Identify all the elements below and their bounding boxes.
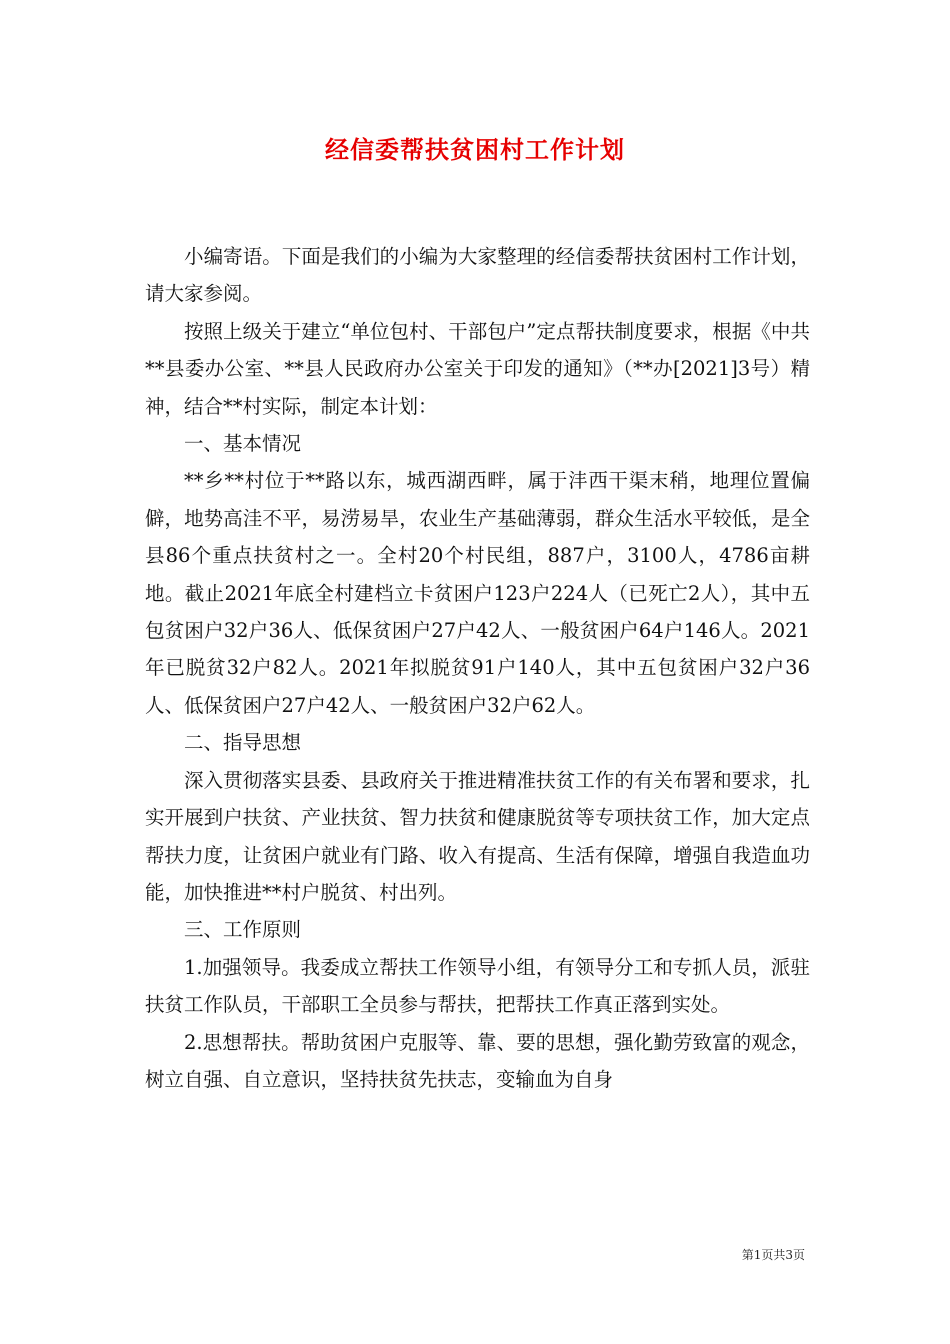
paragraph-guiding-ideology: 深入贯彻落实县委、县政府关于推进精准扶贫工作的有关布署和要求，扎实开展到户扶贫、产业扶贫、智力扶贫和健康脱贫等专项扶贫工作，加大定点帮扶力度，让贫困户就业有门路、收入有提高、生活有保障，增强自我造血功能，加快推进**村户脱贫、村出列。 — [145, 768, 810, 904]
section-heading-basic-situation: 一、基本情况 — [184, 432, 302, 456]
paragraph-principle-2: 2.思想帮扶。帮助贫困户克服等、靠、要的思想，强化勤劳致富的观念，树立自强、自立意识，坚持扶贫先扶志，变输血为自身 — [145, 1030, 810, 1091]
section-heading-work-principles: 三、工作原则 — [184, 918, 302, 942]
document-title: 经信委帮扶贫困村工作计划 — [325, 136, 625, 164]
paragraph-intro: 小编寄语。下面是我们的小编为大家整理的经信委帮扶贫困村工作计划，请大家参阅。 — [145, 245, 810, 306]
page-number: 第1页共3页 — [741, 1248, 805, 1262]
paragraph-principle-1: 1.加强领导。我委成立帮扶工作领导小组，有领导分工和专抓人员，派驻扶贫工作队员，干部职工全员参与帮扶，把帮扶工作真正落到实处。 — [145, 955, 810, 1017]
paragraph-basis: 按照上级关于建立“单位包村、干部包户”定点帮扶制度要求，根据《中共**县委办公室、**县人民政府办公室关于印发的通知》（**办[2021]3号）精神，结合**村实际，制定本计划： — [145, 319, 810, 418]
document-body — [145, 238, 810, 1098]
section-heading-guiding-ideology: 二、指导思想 — [184, 731, 302, 755]
paragraph-basic-situation: **乡**村位于**路以东，城西湖西畔，属于沣西干渠末稍，地理位置偏僻，地势高洼不平，易涝易旱，农业生产基础薄弱，群众生活水平较低，是全县86个重点扶贫村之一。全村20个村民组，887户，3100人，4786亩耕地。截止2021年底全村建档立卡贫困户123户224人（已死亡2人），其中五包贫困户32户36人、低保贫困户27户42人、一般贫困户64户146人。2021年已脱贫32户82人。2021年拟脱贫91户140人，其中五包贫困户32户36人、低保贫困户27户42人、一般贫困户32户62人。 — [145, 469, 810, 717]
